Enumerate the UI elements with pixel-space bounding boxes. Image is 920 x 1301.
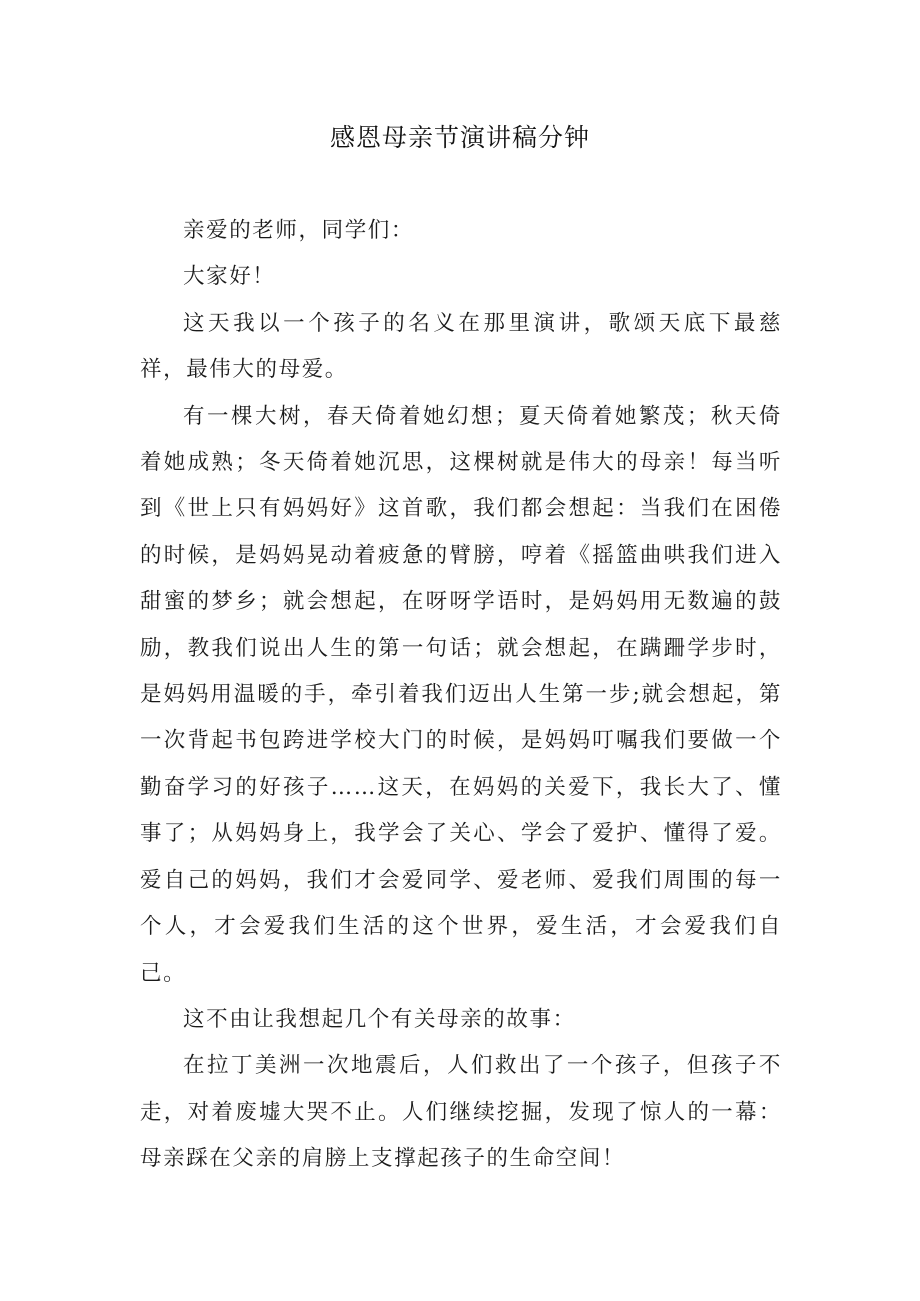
paragraph-stories-intro: 这不由让我想起几个有关母亲的故事： xyxy=(183,1006,576,1032)
paragraph-intro: 这天我以一个孩子的名义在那里演讲，歌颂天底下最慈祥，最伟大的母爱。 xyxy=(140,310,782,383)
paragraph-earthquake-story: 在拉丁美洲一次地震后，人们救出了一个孩子，但孩子不走，对着废墟大哭不止。人们继续挖掘，发现了惊人的一幕：母亲踩在父亲的肩膀上支撑起孩子的生命空间！ xyxy=(140,1053,782,1172)
document-title: 感恩母亲节演讲稿分钟 xyxy=(329,123,590,152)
paragraph-hello: 大家好！ xyxy=(183,264,276,290)
paragraph-greeting: 亲爱的老师，同学们： xyxy=(183,218,415,243)
document-body xyxy=(140,208,782,1183)
paragraph-tree: 有一棵大树，春天倚着她幻想；夏天倚着她繁茂；秋天倚着她成熟；冬天倚着她沉思，这棵树就是伟大的母亲！每当听到《世上只有妈妈好》这首歌，我们都会想起：当我们在困倦的时候，是妈妈晃动着疲惫的臂膀，哼着《摇篮曲哄我们进入甜蜜的梦乡；就会想起，在呀呀学语时，是妈妈用无数遍的鼓励，教我们说出人生的第一句话；就会想起，在蹒跚学步时，是妈妈用温暖的手，牵引着我们迈出人生第一步;就会想起，第一次背起书包跨进学校大门的时候，是妈妈叮嘱我们要做一个勤奋学习的好孩子……这天，在妈妈的关爱下，我长大了、懂事了；从妈妈身上，我学会了关心、学会了爱护、懂得了爱。爱自己的妈妈，我们才会爱同学、爱老师、爱我们周围的每一个人，才会爱我们生活的这个世界，爱生活，才会爱我们自己。 xyxy=(140,403,782,986)
